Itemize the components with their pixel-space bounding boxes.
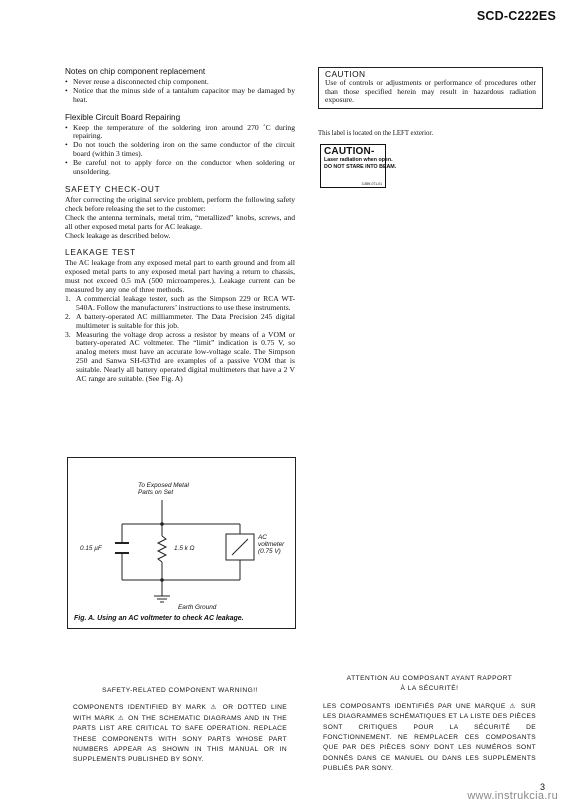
laser-warning-label [320, 144, 397, 188]
warning-en-body: COMPONENTS IDENTIFIED BY MARK ⚠ OR DOTTED LINE WITH MARK ⚠ ON THE SCHEMATIC DIAGRAMS AND IN THE PARTS LIST ARE CRITICAL TO SAFE OPERATION. REPLACE THESE COMPONENTS WITH SONY PARTS WHOSE PART NUMBERS APPEAR AS SHOWN IN THIS MANUAL OR IN SUPPLEMENTS PUBLISHED BY SONY. [73, 704, 287, 764]
warning-fr-body: LES COMPOSANTS IDENTIFIÉS PAR UNE MARQUE ⚠ SUR LES DIAGRAMMES SCHÉMATIQUES ET LA LISTE DES PIÈCES SONT CRITIQUES POUR LA SÉCURITÉ DE FONCTIONNEMENT. NE REMPLACER CES COMPOSANTS QUE PAR DES PIÈCES SONY DONT LES NUMÉROS SONT DONNÉS DANS CE MANUEL OU DANS LES SUPPLÉMENTS PUBLIÉS PAR SONY. [323, 702, 536, 773]
label-location-note: This label is located on the LEFT exterior. [318, 130, 434, 137]
resistor-label: 1.5 k Ω [174, 545, 195, 552]
safety-p3: Check leakage as described below. [65, 230, 171, 240]
page-number: 3 [539, 782, 545, 792]
left-column [65, 68, 295, 384]
list-item: • Do not touch the soldering iron on the same conductor of the circuit board (within 3 times). [65, 141, 295, 159]
flex-bullets [65, 124, 295, 177]
safety-p1: After correcting the original service problem, perform the following safety check before releasing the set to the customer: [65, 194, 295, 213]
caution-box [318, 67, 543, 109]
warning-en-title: SAFETY-RELATED COMPONENT WARNING!! [102, 687, 258, 694]
safety-warning-fr [323, 674, 536, 775]
list-item: • Never reuse a disconnected chip component. [65, 78, 295, 87]
leakage-intro: The AC leakage from any exposed metal part to earth ground and from all exposed metal parts to any exposed metal part having a return to chassis, must not exceed 0.5 mA (500 microamperes.). Leakage current can be measured by any one of three methods. [65, 258, 295, 295]
laser-title: CAUTION- [324, 146, 375, 157]
chip-bullets [65, 78, 295, 105]
list-item: 2. A battery-operated AC milliammeter. The Data Precision 245 digital multimeter is suitable for this job. [65, 311, 295, 330]
safety-p2: Check the antenna terminals, metal trim, “metallized” knobs, screws, and all other exposed metal parts for AC leakage. [65, 212, 295, 231]
ground-label: Earth Ground [178, 604, 217, 611]
chip-title: Notes on chip component replacement [65, 67, 206, 76]
figure-caption: Fig. A. Using an AC voltmeter to check AC leakage. [74, 615, 244, 622]
flex-title: Flexible Circuit Board Repairing [65, 112, 181, 122]
figure-a [67, 457, 296, 629]
caution-title: CAUTION [325, 69, 366, 79]
leakage-methods [65, 295, 295, 384]
figure-top-label: To Exposed Metal Parts on Set [138, 482, 189, 497]
safety-warning-en [73, 686, 287, 766]
caution-text: Use of controls or adjustments or performance of procedures other than those specified herein may result in hazardous radiation exposure. [325, 77, 536, 105]
laser-line-1: Laser radiation when open. [324, 157, 393, 163]
list-item: • Keep the temperature of the soldering iron around 270 ˚C during repairing. [65, 124, 295, 142]
list-item: 3. Measuring the voltage drop across a resistor by means of a VOM or battery-operated AC voltmeter. The “limit” indication is 0.75 V, so analog meters must have an accurate low-voltage scale. The Simpson 250 and Sanwa SH-63Trd are examples of a passive VOM that is suitable. Nearly all battery operated digital multimeters that have a 2 V AC range are suitable. (See Fig. A) [65, 329, 295, 384]
voltmeter-label: AC voltmeter (0.75 V) [258, 534, 285, 556]
leakage-title: LEAKAGE TEST [65, 248, 136, 258]
laser-line-2: DO NOT STARE INTO BEAM. [324, 163, 397, 170]
warning-fr-title-1: ATTENTION AU COMPOSANT AYANT RAPPORT [346, 675, 513, 682]
capacitor-label: 0.15 µF [80, 545, 102, 552]
list-item: 1. A commercial leakage tester, such as the Simpson 229 or RCA WT-540A. Follow the manufacturers’ instructions to use these instruments. [65, 293, 295, 312]
list-item: • Be careful not to apply force on the conductor when soldering or unsoldering. [65, 159, 295, 177]
list-item: • Notice that the minus side of a tantalum capacitor may be damaged by heat. [65, 87, 295, 105]
model-number: SCD-C222ES [476, 9, 556, 23]
safety-title: SAFETY CHECK-OUT [65, 184, 161, 194]
warning-fr-title-2: À LA SÉCURITÉ! [400, 685, 459, 693]
watermark: www.instrukcia.ru [467, 790, 558, 802]
laser-label-code: 3-859-071-01 [361, 182, 382, 186]
